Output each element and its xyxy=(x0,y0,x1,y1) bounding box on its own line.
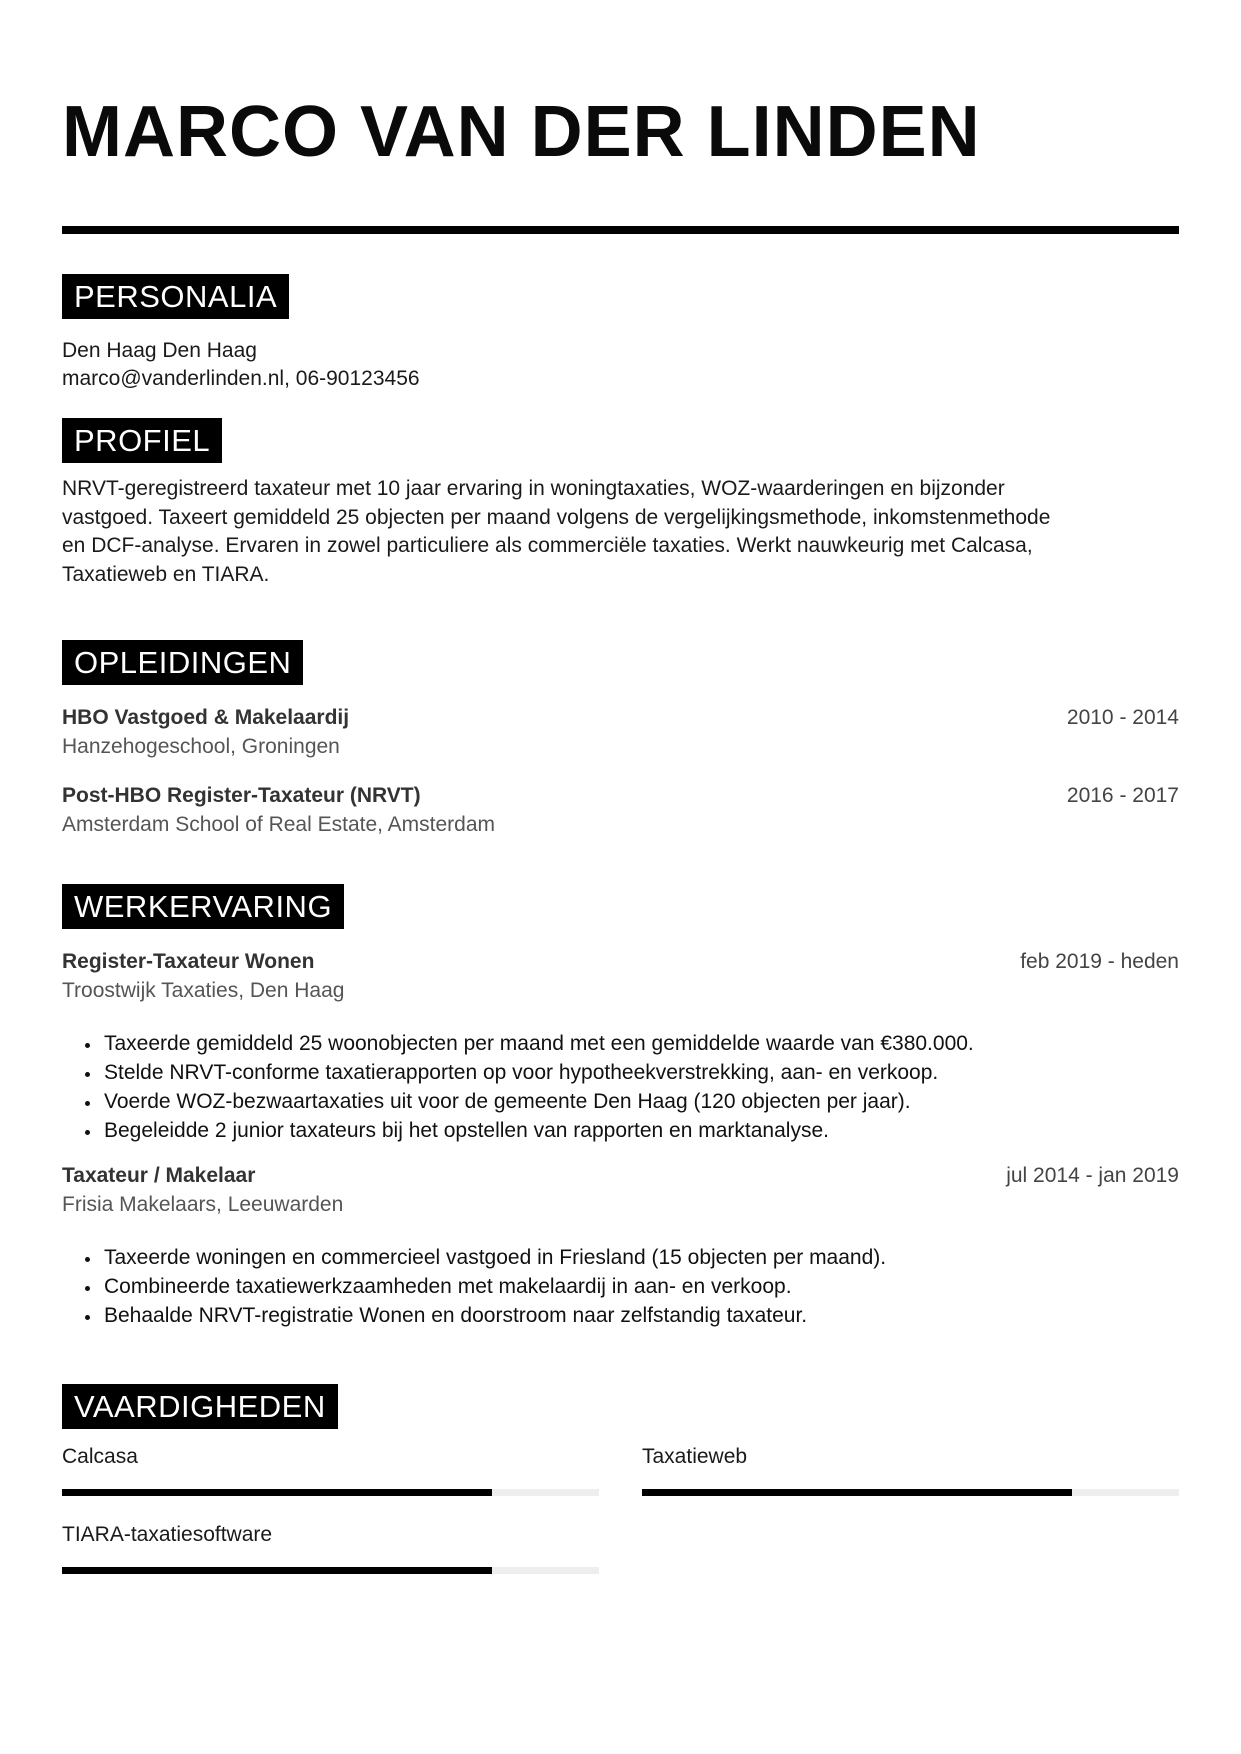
education-period: 2016 - 2017 xyxy=(1066,784,1179,807)
section-heading-profiel: PROFIEL xyxy=(62,418,222,463)
job-period: jul 2014 - jan 2019 xyxy=(1006,1164,1179,1187)
job-bullet: • Behaalde NRVT-registratie Wonen en doorstroom naar zelfstandig taxateur. xyxy=(102,1301,1179,1330)
section-heading-vaardigheden: VAARDIGHEDEN xyxy=(62,1384,338,1429)
job-bullet: • Voerde WOZ-bezwaartaxaties uit voor de gemeente Den Haag (120 objecten per jaar). xyxy=(102,1087,1179,1116)
skill-item xyxy=(62,1521,599,1574)
skill-item xyxy=(642,1443,1179,1496)
section-heading-opleidingen: OPLEIDINGEN xyxy=(62,640,303,685)
job-bullets xyxy=(62,1243,1179,1330)
skill-level-fill xyxy=(62,1489,492,1496)
education-entry xyxy=(62,703,1179,761)
job-entry xyxy=(62,1161,1179,1330)
skill-level-bar xyxy=(642,1489,1179,1496)
education-period: 2010 - 2014 xyxy=(1066,706,1179,729)
section-vaardigheden xyxy=(62,1384,1179,1546)
education-entry xyxy=(62,781,1179,839)
section-opleidingen xyxy=(62,640,1179,839)
job-company: Frisia Makelaars, Leeuwarden xyxy=(62,1193,344,1216)
job-bullet: • Taxeerde gemiddeld 25 woonobjecten per maand met een gemiddelde waarde van €380.000. xyxy=(102,1029,1179,1058)
skill-level-fill xyxy=(62,1567,492,1574)
profile-line: vastgoed. Taxeert gemiddeld 25 objecten per maand volgens de vergelijkingsmethode, inkomstenmethode xyxy=(62,505,1051,529)
skill-level-fill xyxy=(642,1489,1072,1496)
profile-line: en DCF-analyse. Ervaren in zowel particuliere als commerciële taxaties. Werkt nauwkeurig met Calcasa, xyxy=(62,534,1033,557)
skill-level-bar xyxy=(62,1489,599,1496)
education-title: HBO Vastgoed & Makelaardij xyxy=(62,706,350,729)
job-entry xyxy=(62,947,1179,1145)
profile-line: NRVT-geregistreerd taxateur met 10 jaar ervaring in woningtaxaties, WOZ-waarderingen en bijzonder xyxy=(62,477,1005,500)
education-institution: Hanzehogeschool, Groningen xyxy=(62,735,340,758)
job-title: Register-Taxateur Wonen xyxy=(62,950,315,973)
job-period: feb 2019 - heden xyxy=(1020,950,1179,973)
section-werkervaring xyxy=(62,884,1179,1330)
skill-item xyxy=(62,1443,599,1496)
job-company: Troostwijk Taxaties, Den Haag xyxy=(62,979,345,1002)
profile-line: Taxatieweb en TIARA. xyxy=(62,562,270,586)
personal-contact: marco@vanderlinden.nl, 06-90123456 xyxy=(62,367,420,390)
job-bullet: • Stelde NRVT-conforme taxatierapporten op voor hypotheekverstrekking, aan- en verkoop. xyxy=(102,1058,1179,1087)
job-bullet: • Begeleidde 2 junior taxateurs bij het opstellen van rapporten en marktanalyse. xyxy=(102,1116,1179,1145)
skill-label: TIARA-taxatiesoftware xyxy=(62,1523,273,1546)
section-heading-werkervaring: WERKERVARING xyxy=(62,884,344,929)
skill-label: Calcasa xyxy=(62,1445,138,1468)
skill-label: Taxatieweb xyxy=(642,1445,748,1468)
education-title: Post-HBO Register-Taxateur (NRVT) xyxy=(62,784,421,807)
job-bullet: • Taxeerde woningen en commercieel vastgoed in Friesland (15 objecten per maand). xyxy=(102,1243,1179,1272)
section-heading-personalia: PERSONALIA xyxy=(62,274,289,319)
candidate-name: MARCO VAN DER LINDEN xyxy=(62,92,981,172)
skill-level-bar xyxy=(62,1567,599,1574)
education-institution: Amsterdam School of Real Estate, Amsterdam xyxy=(62,813,496,836)
personal-location: Den Haag Den Haag xyxy=(62,339,257,362)
section-profiel xyxy=(62,418,1179,589)
section-personalia xyxy=(62,274,1179,393)
job-bullets xyxy=(62,1029,1179,1145)
job-title: Taxateur / Makelaar xyxy=(62,1164,256,1187)
header-divider xyxy=(62,226,1179,234)
profile-summary xyxy=(62,475,1179,589)
job-bullet: • Combineerde taxatiewerkzaamheden met makelaardij in aan- en verkoop. xyxy=(102,1272,1179,1301)
